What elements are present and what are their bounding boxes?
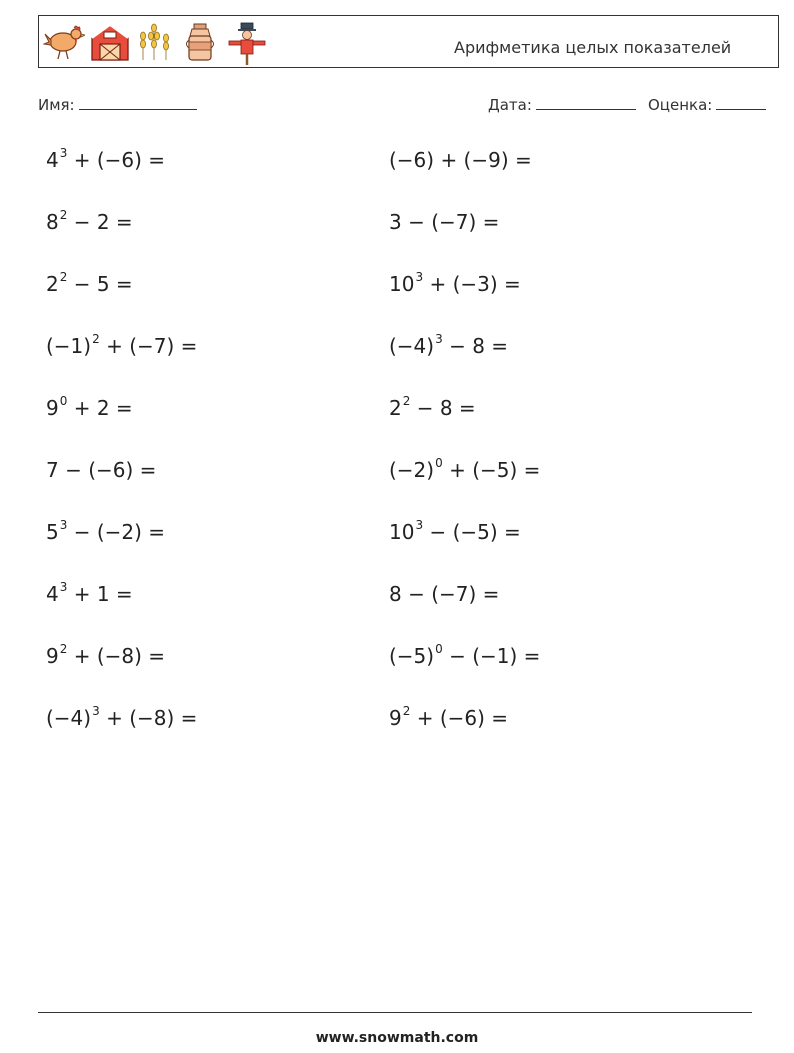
- date-blank[interactable]: [536, 96, 636, 110]
- problem-base: 10: [389, 272, 415, 296]
- problem-base: 4: [46, 582, 59, 606]
- milk-can-icon: [183, 22, 217, 62]
- problem-exponent: 2: [59, 270, 68, 285]
- problem-exponent: 2: [59, 642, 68, 657]
- problem-rest: − 8 =: [410, 396, 476, 420]
- date-field[interactable]: [488, 96, 636, 114]
- problem-left-1: [46, 148, 165, 172]
- problem-rest: + (−6) =: [410, 706, 509, 730]
- problem-left-2: [46, 210, 133, 234]
- worksheet-header: [38, 15, 779, 68]
- problem-exponent: 2: [59, 208, 68, 223]
- worksheet-title: Арифметика целых показателей: [454, 38, 732, 57]
- scarecrow-icon: [227, 22, 267, 66]
- problem-rest: + (−3) =: [423, 272, 521, 296]
- problem-exponent: 3: [92, 704, 100, 719]
- problem-right-2: [389, 210, 499, 234]
- problem-base: (−4): [389, 334, 435, 358]
- problem-base: 10: [389, 520, 415, 544]
- problem-base: 8 − (−7) =: [389, 582, 500, 606]
- wheat-icon: [133, 22, 175, 62]
- problem-rest: − 5 =: [67, 272, 133, 296]
- problem-rest: + (−8) =: [67, 644, 166, 668]
- chicken-icon: [43, 22, 85, 62]
- problem-base: (−1): [46, 334, 92, 358]
- problem-left-5: [46, 396, 133, 420]
- problem-exponent: 3: [415, 518, 424, 533]
- problem-rest: + 2 =: [67, 396, 133, 420]
- problem-base: 9: [389, 706, 402, 730]
- problem-exponent: 0: [435, 456, 443, 471]
- problem-exponent: 3: [59, 146, 68, 161]
- problem-left-3: [46, 272, 133, 296]
- problem-right-6: [389, 458, 540, 482]
- problem-left-10: [46, 706, 197, 730]
- problem-base: 9: [46, 396, 59, 420]
- grade-label: Оценка:: [648, 96, 713, 114]
- name-blank[interactable]: [79, 96, 197, 110]
- problem-right-4: [389, 334, 508, 358]
- problem-base: (−4): [46, 706, 92, 730]
- problem-rest: + (−7) =: [99, 334, 198, 358]
- problem-rest: − 8 =: [442, 334, 509, 358]
- footer-url: www.snowmath.com: [315, 1030, 479, 1046]
- problem-right-8: [389, 582, 499, 606]
- date-label: Дата:: [488, 96, 532, 114]
- problem-right-7: [389, 520, 521, 544]
- problem-exponent: 2: [402, 704, 411, 719]
- barn-icon: [89, 22, 131, 62]
- problem-base: 4: [46, 148, 59, 172]
- problem-right-1: [389, 148, 532, 172]
- problem-left-6: [46, 458, 156, 482]
- name-label: Имя:: [38, 96, 75, 114]
- problem-base: (−2): [389, 458, 435, 482]
- problem-base: 3 − (−7) =: [389, 210, 500, 234]
- problem-left-4: [46, 334, 197, 358]
- problem-exponent: 0: [435, 642, 443, 657]
- problem-rest: − (−1) =: [442, 644, 541, 668]
- problem-exponent: 3: [59, 518, 68, 533]
- problem-rest: + 1 =: [67, 582, 133, 606]
- grade-field[interactable]: [648, 96, 766, 114]
- problem-left-7: [46, 520, 165, 544]
- problem-exponent: 2: [92, 332, 100, 347]
- problem-rest: + (−6) =: [67, 148, 166, 172]
- grade-blank[interactable]: [716, 96, 766, 110]
- problem-base: 7 − (−6) =: [46, 458, 157, 482]
- problem-base: (−6) + (−9) =: [389, 148, 532, 172]
- problem-right-3: [389, 272, 521, 296]
- problem-base: 2: [46, 272, 59, 296]
- header-icons: [43, 22, 273, 62]
- problem-base: (−5): [389, 644, 435, 668]
- problem-exponent: 3: [415, 270, 424, 285]
- problem-base: 2: [389, 396, 402, 420]
- problem-left-8: [46, 582, 133, 606]
- problem-rest: + (−5) =: [442, 458, 541, 482]
- problem-right-9: [389, 644, 540, 668]
- problem-right-10: [389, 706, 508, 730]
- name-field[interactable]: [38, 96, 197, 114]
- problem-rest: − 2 =: [67, 210, 133, 234]
- problem-exponent: 3: [435, 332, 443, 347]
- problem-rest: − (−5) =: [423, 520, 521, 544]
- problem-base: 5: [46, 520, 59, 544]
- problem-base: 8: [46, 210, 59, 234]
- problem-exponent: 0: [59, 394, 68, 409]
- footer-divider: [38, 1012, 752, 1013]
- problem-exponent: 3: [59, 580, 68, 595]
- problem-right-5: [389, 396, 476, 420]
- problem-rest: + (−8) =: [99, 706, 198, 730]
- problem-base: 9: [46, 644, 59, 668]
- problem-exponent: 2: [402, 394, 411, 409]
- problem-left-9: [46, 644, 165, 668]
- problem-rest: − (−2) =: [67, 520, 166, 544]
